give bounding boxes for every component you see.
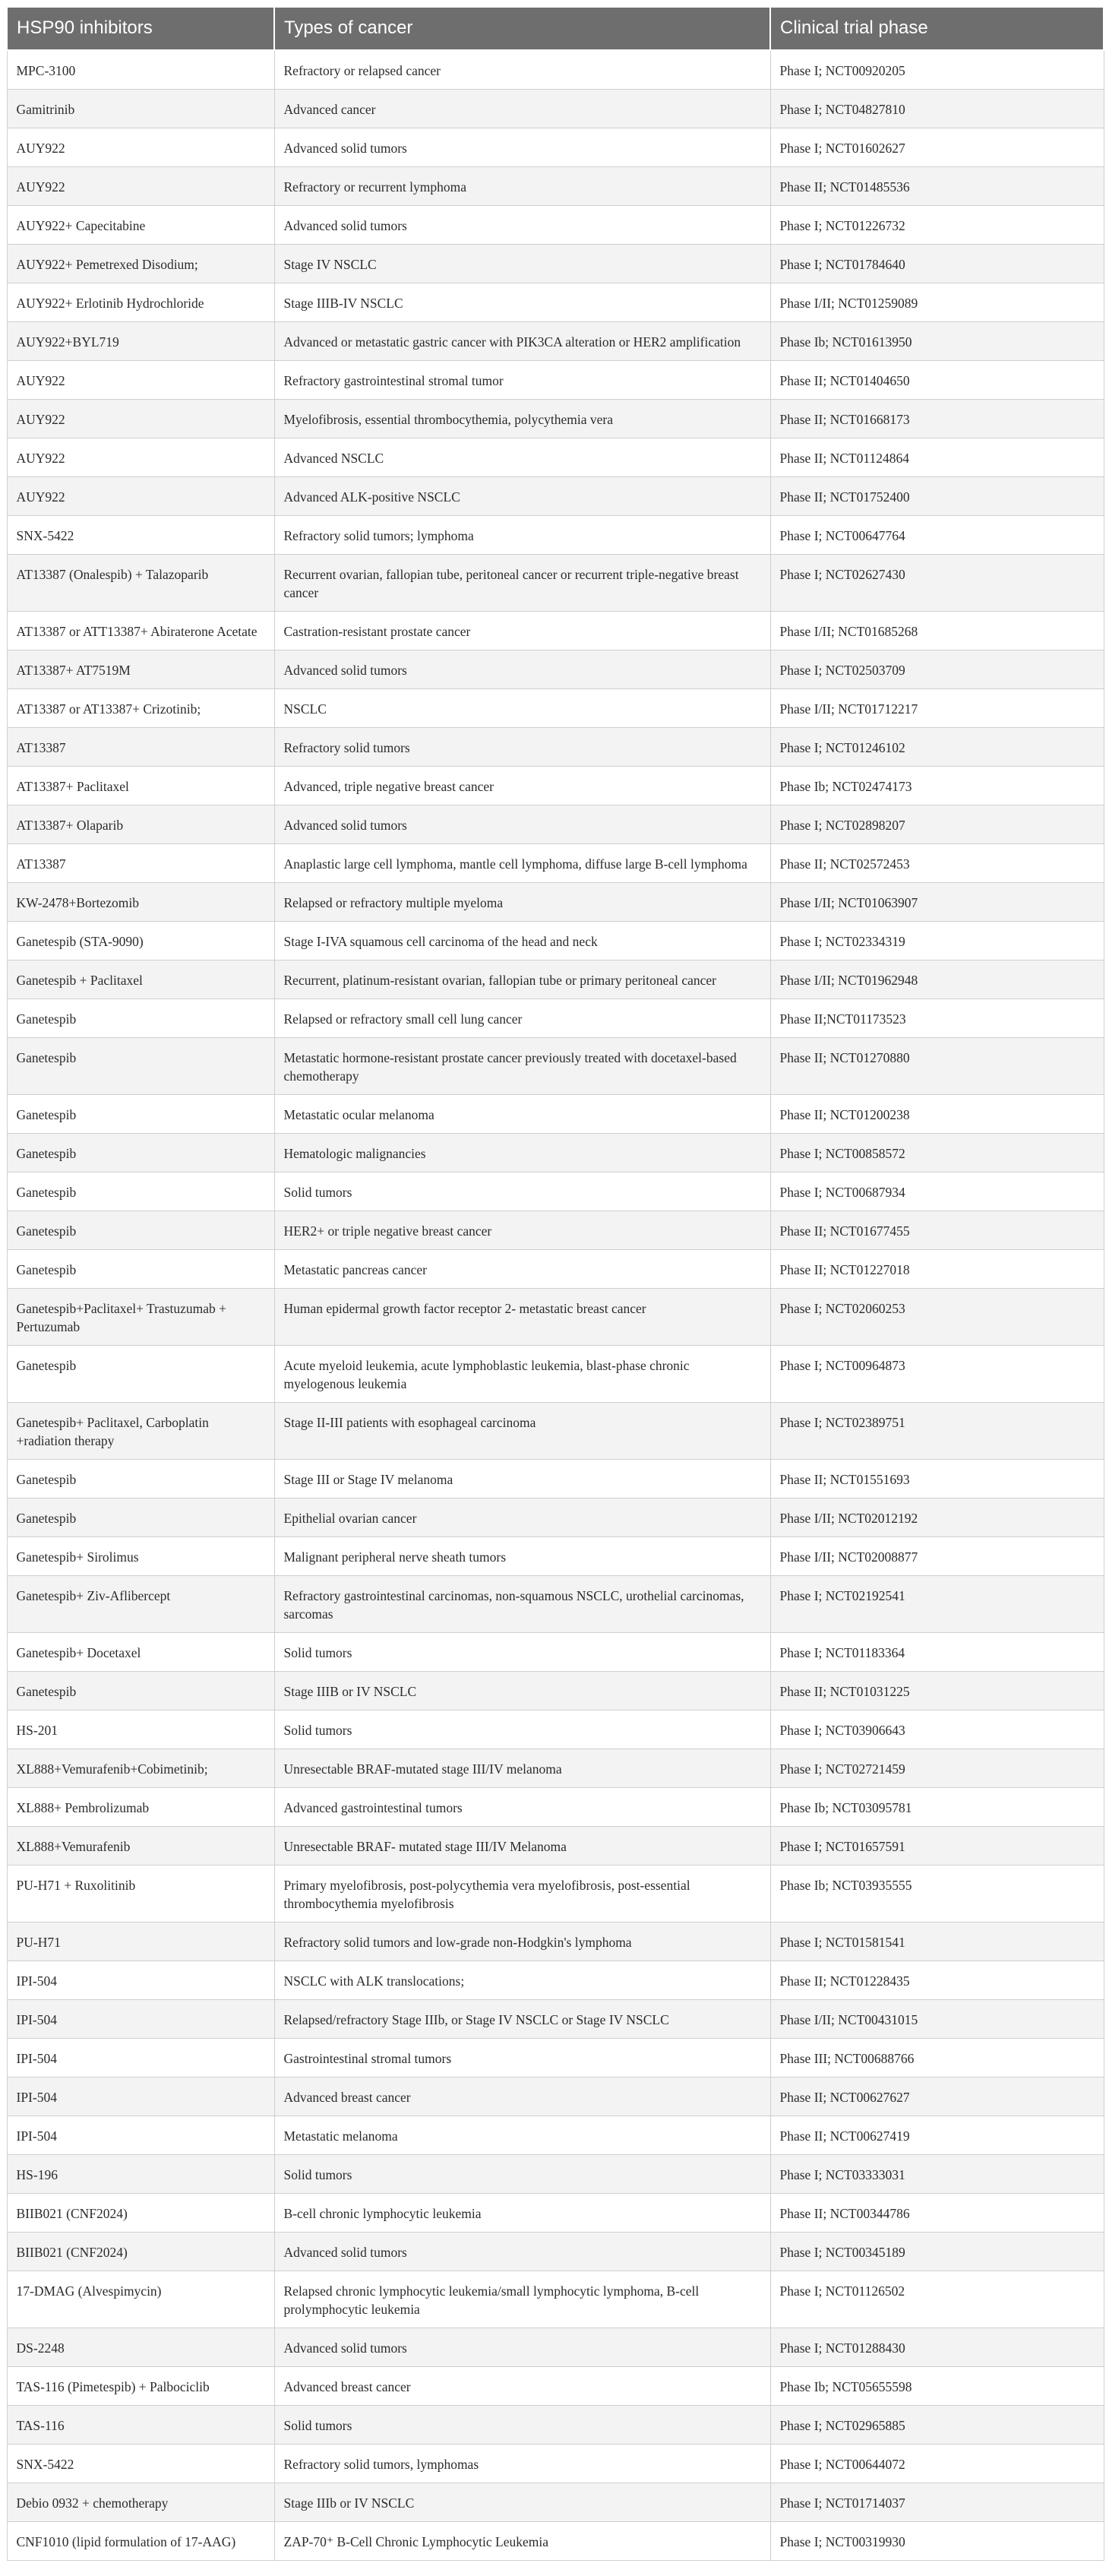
table-row <box>7 206 1104 245</box>
cell-trial-phase: Phase Ib; NCT03095781 <box>770 1788 1104 1827</box>
table-row <box>7 1672 1104 1710</box>
cell-inhibitor: AUY922 <box>7 167 274 206</box>
cell-trial-phase: Phase I; NCT01784640 <box>770 245 1104 283</box>
cell-trial-phase: Phase I; NCT01288430 <box>770 2328 1104 2367</box>
table-row <box>7 1038 1104 1095</box>
cell-cancer-type: Refractory solid tumors <box>274 728 770 767</box>
cell-inhibitor: AT13387+ AT7519M <box>7 650 274 689</box>
cell-trial-phase: Phase I; NCT02192541 <box>770 1576 1104 1633</box>
cell-cancer-type: Advanced breast cancer <box>274 2367 770 2406</box>
cell-inhibitor: Ganetespib <box>7 1460 274 1498</box>
cell-cancer-type: Gastrointestinal stromal tumors <box>274 2039 770 2078</box>
cell-trial-phase: Phase I; NCT03333031 <box>770 2155 1104 2194</box>
cell-cancer-type: B-cell chronic lymphocytic leukemia <box>274 2194 770 2233</box>
cell-cancer-type: Metastatic pancreas cancer <box>274 1250 770 1289</box>
table-row <box>7 167 1104 206</box>
table-row <box>7 2000 1104 2039</box>
cell-cancer-type: Refractory solid tumors, lymphomas <box>274 2445 770 2483</box>
table-body <box>7 50 1104 2561</box>
cell-inhibitor: AUY922+BYL719 <box>7 322 274 361</box>
cell-inhibitor: XL888+Vemurafenib+Cobimetinib; <box>7 1749 274 1788</box>
table-row <box>7 2328 1104 2367</box>
cell-cancer-type: Refractory solid tumors and low-grade non-Hodgkin's lymphoma <box>274 1923 770 1961</box>
cell-inhibitor: AUY922+ Erlotinib Hydrochloride <box>7 283 274 322</box>
cell-trial-phase: Phase I; NCT02334319 <box>770 922 1104 960</box>
cell-inhibitor: AUY922 <box>7 477 274 516</box>
cell-inhibitor: AT13387+ Paclitaxel <box>7 767 274 805</box>
cell-cancer-type: Human epidermal growth factor receptor 2- metastatic breast cancer <box>274 1289 770 1346</box>
table-row <box>7 2194 1104 2233</box>
cell-trial-phase: Phase II; NCT01677455 <box>770 1211 1104 1250</box>
table-row <box>7 1289 1104 1346</box>
table-row <box>7 689 1104 728</box>
table-row <box>7 128 1104 167</box>
table-row <box>7 245 1104 283</box>
cell-trial-phase: Phase I; NCT00687934 <box>770 1172 1104 1211</box>
cell-trial-phase: Phase I; NCT02389751 <box>770 1403 1104 1460</box>
table-row <box>7 2367 1104 2406</box>
cell-inhibitor: Ganetespib+ Ziv-Aflibercept <box>7 1576 274 1633</box>
cell-trial-phase: Phase Ib; NCT01613950 <box>770 322 1104 361</box>
cell-trial-phase: Phase II; NCT01200238 <box>770 1095 1104 1134</box>
cell-cancer-type: Advanced gastrointestinal tumors <box>274 1788 770 1827</box>
cell-trial-phase: Phase II; NCT01227018 <box>770 1250 1104 1289</box>
table-row <box>7 2039 1104 2078</box>
table-row <box>7 2116 1104 2155</box>
header-inhibitors: HSP90 inhibitors <box>7 7 274 50</box>
cell-trial-phase: Phase I; NCT01126502 <box>770 2271 1104 2328</box>
cell-trial-phase: Phase I; NCT02898207 <box>770 805 1104 844</box>
table-row <box>7 400 1104 438</box>
cell-trial-phase: Phase II; NCT02572453 <box>770 844 1104 883</box>
cell-inhibitor: IPI-504 <box>7 2078 274 2116</box>
cell-trial-phase: Phase I; NCT00345189 <box>770 2233 1104 2271</box>
table-row <box>7 90 1104 128</box>
cell-cancer-type: Refractory solid tumors; lymphoma <box>274 516 770 555</box>
cell-inhibitor: AUY922 <box>7 128 274 167</box>
table-row <box>7 1710 1104 1749</box>
table-row <box>7 1923 1104 1961</box>
cell-cancer-type: Refractory gastrointestinal stromal tumor <box>274 361 770 400</box>
cell-cancer-type: Relapsed or refractory multiple myeloma <box>274 883 770 922</box>
table-row <box>7 883 1104 922</box>
table-row <box>7 361 1104 400</box>
table-row <box>7 1211 1104 1250</box>
table-row <box>7 50 1104 90</box>
cell-trial-phase: Phase III; NCT00688766 <box>770 2039 1104 2078</box>
cell-inhibitor: XL888+ Pembrolizumab <box>7 1788 274 1827</box>
table-row <box>7 844 1104 883</box>
cell-trial-phase: Phase I; NCT00644072 <box>770 2445 1104 2483</box>
cell-cancer-type: NSCLC <box>274 689 770 728</box>
cell-trial-phase: Phase I; NCT00319930 <box>770 2522 1104 2561</box>
cell-trial-phase: Phase I; NCT01226732 <box>770 206 1104 245</box>
cell-inhibitor: AT13387 (Onalespib) + Talazoparib <box>7 555 274 612</box>
cell-cancer-type: Advanced, triple negative breast cancer <box>274 767 770 805</box>
table-row <box>7 555 1104 612</box>
cell-cancer-type: Solid tumors <box>274 1710 770 1749</box>
cell-trial-phase: Phase I; NCT02503709 <box>770 650 1104 689</box>
cell-trial-phase: Phase II; NCT01404650 <box>770 361 1104 400</box>
table-row <box>7 2445 1104 2483</box>
cell-trial-phase: Phase I; NCT00964873 <box>770 1346 1104 1403</box>
cell-cancer-type: Advanced breast cancer <box>274 2078 770 2116</box>
cell-trial-phase: Phase II; NCT01031225 <box>770 1672 1104 1710</box>
cell-inhibitor: IPI-504 <box>7 1961 274 2000</box>
cell-inhibitor: Ganetespib <box>7 1672 274 1710</box>
table-row <box>7 1633 1104 1672</box>
cell-inhibitor: TAS-116 <box>7 2406 274 2445</box>
cell-trial-phase: Phase I; NCT03906643 <box>770 1710 1104 1749</box>
cell-trial-phase: Phase I; NCT01657591 <box>770 1827 1104 1866</box>
cell-cancer-type: Advanced solid tumors <box>274 805 770 844</box>
cell-trial-phase: Phase Ib; NCT02474173 <box>770 767 1104 805</box>
cell-cancer-type: Solid tumors <box>274 1172 770 1211</box>
cell-cancer-type: Solid tumors <box>274 2155 770 2194</box>
cell-inhibitor: Gamitrinib <box>7 90 274 128</box>
cell-inhibitor: Ganetespib <box>7 1038 274 1095</box>
cell-inhibitor: HS-196 <box>7 2155 274 2194</box>
cell-inhibitor: PU-H71 + Ruxolitinib <box>7 1866 274 1923</box>
cell-inhibitor: DS-2248 <box>7 2328 274 2367</box>
cell-cancer-type: Epithelial ovarian cancer <box>274 1498 770 1537</box>
cell-cancer-type: Refractory gastrointestinal carcinomas, non-squamous NSCLC, urothelial carcinomas, sarcomas <box>274 1576 770 1633</box>
cell-inhibitor: AUY922 <box>7 438 274 477</box>
cell-inhibitor: KW-2478+Bortezomib <box>7 883 274 922</box>
table-row <box>7 1788 1104 1827</box>
cell-inhibitor: AUY922 <box>7 361 274 400</box>
table-row <box>7 1134 1104 1172</box>
cell-cancer-type: ZAP-70⁺ B-Cell Chronic Lymphocytic Leukemia <box>274 2522 770 2561</box>
cell-trial-phase: Phase I; NCT00858572 <box>770 1134 1104 1172</box>
table-row <box>7 322 1104 361</box>
cell-inhibitor: IPI-504 <box>7 2000 274 2039</box>
table-row <box>7 650 1104 689</box>
cell-trial-phase: Phase II; NCT00344786 <box>770 2194 1104 2233</box>
cell-cancer-type: Primary myelofibrosis, post-polycythemia vera myelofibrosis, post-essential thrombocythemia myelofibrosis <box>274 1866 770 1923</box>
cell-cancer-type: Solid tumors <box>274 1633 770 1672</box>
table-row <box>7 1537 1104 1576</box>
header-row <box>7 7 1104 50</box>
cell-cancer-type: Recurrent, platinum-resistant ovarian, fallopian tube or primary peritoneal cancer <box>274 960 770 999</box>
cell-inhibitor: BIIB021 (CNF2024) <box>7 2194 274 2233</box>
cell-cancer-type: Relapsed chronic lymphocytic leukemia/small lymphocytic lymphoma, B-cell prolymphocytic leukemia <box>274 2271 770 2328</box>
cell-cancer-type: Refractory or recurrent lymphoma <box>274 167 770 206</box>
cell-trial-phase: Phase I; NCT00920205 <box>770 50 1104 90</box>
table-row <box>7 1827 1104 1866</box>
table-row <box>7 1403 1104 1460</box>
cell-inhibitor: AT13387 <box>7 728 274 767</box>
cell-inhibitor: HS-201 <box>7 1710 274 1749</box>
cell-cancer-type: Relapsed/refractory Stage IIIb, or Stage IV NSCLC or Stage IV NSCLC <box>274 2000 770 2039</box>
table-row <box>7 612 1104 650</box>
cell-cancer-type: Castration-resistant prostate cancer <box>274 612 770 650</box>
table-row <box>7 1866 1104 1923</box>
cell-inhibitor: SNX-5422 <box>7 2445 274 2483</box>
hsp90-trials-table <box>6 6 1104 2561</box>
table-row <box>7 2155 1104 2194</box>
cell-trial-phase: Phase I; NCT02721459 <box>770 1749 1104 1788</box>
table-row <box>7 1172 1104 1211</box>
cell-cancer-type: Myelofibrosis, essential thrombocythemia, polycythemia vera <box>274 400 770 438</box>
table-row <box>7 283 1104 322</box>
cell-inhibitor: AT13387 or ATT13387+ Abiraterone Acetate <box>7 612 274 650</box>
table-row <box>7 438 1104 477</box>
cell-trial-phase: Phase II; NCT00627419 <box>770 2116 1104 2155</box>
cell-cancer-type: Stage II-III patients with esophageal carcinoma <box>274 1403 770 1460</box>
cell-cancer-type: Unresectable BRAF- mutated stage III/IV Melanoma <box>274 1827 770 1866</box>
cell-cancer-type: Relapsed or refractory small cell lung cancer <box>274 999 770 1038</box>
cell-inhibitor: TAS-116 (Pimetespib) + Palbociclib <box>7 2367 274 2406</box>
table-row <box>7 1250 1104 1289</box>
cell-trial-phase: Phase I; NCT00647764 <box>770 516 1104 555</box>
table-row <box>7 1346 1104 1403</box>
cell-trial-phase: Phase I/II; NCT02012192 <box>770 1498 1104 1537</box>
cell-trial-phase: Phase I; NCT02060253 <box>770 1289 1104 1346</box>
cell-trial-phase: Phase II; NCT01752400 <box>770 477 1104 516</box>
table-row <box>7 2483 1104 2522</box>
cell-cancer-type: Stage IIIb or IV NSCLC <box>274 2483 770 2522</box>
cell-inhibitor: CNF1010 (lipid formulation of 17-AAG) <box>7 2522 274 2561</box>
cell-inhibitor: Ganetespib <box>7 1134 274 1172</box>
cell-cancer-type: Stage IIIB or IV NSCLC <box>274 1672 770 1710</box>
cell-inhibitor: BIIB021 (CNF2024) <box>7 2233 274 2271</box>
cell-trial-phase: Phase I/II; NCT02008877 <box>770 1537 1104 1576</box>
table-row <box>7 1095 1104 1134</box>
cell-inhibitor: Ganetespib <box>7 1172 274 1211</box>
cell-cancer-type: NSCLC with ALK translocations; <box>274 1961 770 2000</box>
table-row <box>7 2233 1104 2271</box>
cell-cancer-type: Metastatic ocular melanoma <box>274 1095 770 1134</box>
cell-cancer-type: Stage IV NSCLC <box>274 245 770 283</box>
cell-trial-phase: Phase I/II; NCT00431015 <box>770 2000 1104 2039</box>
cell-inhibitor: PU-H71 <box>7 1923 274 1961</box>
cell-inhibitor: Ganetespib <box>7 1346 274 1403</box>
cell-inhibitor: AUY922 <box>7 400 274 438</box>
table-row <box>7 1498 1104 1537</box>
cell-cancer-type: Advanced solid tumors <box>274 2233 770 2271</box>
cell-inhibitor: IPI-504 <box>7 2039 274 2078</box>
cell-inhibitor: Ganetespib <box>7 999 274 1038</box>
cell-cancer-type: Anaplastic large cell lymphoma, mantle cell lymphoma, diffuse large B-cell lymphoma <box>274 844 770 883</box>
table-row <box>7 477 1104 516</box>
cell-inhibitor: Ganetespib+Paclitaxel+ Trastuzumab + Pertuzumab <box>7 1289 274 1346</box>
cell-trial-phase: Phase I/II; NCT01712217 <box>770 689 1104 728</box>
cell-trial-phase: Phase II; NCT01485536 <box>770 167 1104 206</box>
cell-inhibitor: MPC-3100 <box>7 50 274 90</box>
table-row <box>7 922 1104 960</box>
cell-trial-phase: Phase Ib; NCT03935555 <box>770 1866 1104 1923</box>
table-row <box>7 960 1104 999</box>
cell-inhibitor: Ganetespib <box>7 1250 274 1289</box>
cell-trial-phase: Phase I/II; NCT01063907 <box>770 883 1104 922</box>
table-row <box>7 1460 1104 1498</box>
cell-trial-phase: Phase I/II; NCT01259089 <box>770 283 1104 322</box>
cell-trial-phase: Phase II; NCT01551693 <box>770 1460 1104 1498</box>
cell-trial-phase: Phase I; NCT01602627 <box>770 128 1104 167</box>
table-row <box>7 767 1104 805</box>
cell-inhibitor: 17-DMAG (Alvespimycin) <box>7 2271 274 2328</box>
table-row <box>7 999 1104 1038</box>
table-header <box>7 7 1104 50</box>
table-row <box>7 728 1104 767</box>
cell-inhibitor: Ganetespib + Paclitaxel <box>7 960 274 999</box>
cell-inhibitor: AT13387 or AT13387+ Crizotinib; <box>7 689 274 728</box>
cell-cancer-type: Malignant peripheral nerve sheath tumors <box>274 1537 770 1576</box>
table-row <box>7 2271 1104 2328</box>
cell-trial-phase: Phase II; NCT01668173 <box>770 400 1104 438</box>
cell-cancer-type: Advanced or metastatic gastric cancer with PIK3CA alteration or HER2 amplification <box>274 322 770 361</box>
cell-cancer-type: Metastatic melanoma <box>274 2116 770 2155</box>
cell-inhibitor: Ganetespib <box>7 1095 274 1134</box>
cell-trial-phase: Phase II; NCT01228435 <box>770 1961 1104 2000</box>
cell-cancer-type: Recurrent ovarian, fallopian tube, peritoneal cancer or recurrent triple-negative breast cancer <box>274 555 770 612</box>
cell-trial-phase: Phase I; NCT04827810 <box>770 90 1104 128</box>
cell-trial-phase: Phase I; NCT01183364 <box>770 1633 1104 1672</box>
cell-cancer-type: Advanced solid tumors <box>274 650 770 689</box>
cell-cancer-type: Advanced cancer <box>274 90 770 128</box>
table-row <box>7 1749 1104 1788</box>
cell-trial-phase: Phase I; NCT01714037 <box>770 2483 1104 2522</box>
cell-trial-phase: Phase II;NCT01173523 <box>770 999 1104 1038</box>
cell-cancer-type: Metastatic hormone-resistant prostate cancer previously treated with docetaxel-based chemotherapy <box>274 1038 770 1095</box>
cell-trial-phase: Phase II; NCT01124864 <box>770 438 1104 477</box>
cell-inhibitor: Ganetespib <box>7 1211 274 1250</box>
cell-inhibitor: AUY922+ Pemetrexed Disodium; <box>7 245 274 283</box>
table-row <box>7 1961 1104 2000</box>
cell-trial-phase: Phase I/II; NCT01962948 <box>770 960 1104 999</box>
table-row <box>7 2522 1104 2561</box>
cell-trial-phase: Phase I; NCT01246102 <box>770 728 1104 767</box>
cell-cancer-type: Advanced solid tumors <box>274 206 770 245</box>
cell-inhibitor: Ganetespib <box>7 1498 274 1537</box>
cell-trial-phase: Phase I; NCT02965885 <box>770 2406 1104 2445</box>
cell-cancer-type: Hematologic malignancies <box>274 1134 770 1172</box>
table-row <box>7 1576 1104 1633</box>
table-row <box>7 805 1104 844</box>
cell-trial-phase: Phase II; NCT00627627 <box>770 2078 1104 2116</box>
cell-cancer-type: Refractory or relapsed cancer <box>274 50 770 90</box>
header-cancer-types: Types of cancer <box>274 7 770 50</box>
cell-cancer-type: Solid tumors <box>274 2406 770 2445</box>
cell-cancer-type: Stage III or Stage IV melanoma <box>274 1460 770 1498</box>
cell-inhibitor: Ganetespib+ Sirolimus <box>7 1537 274 1576</box>
table-row <box>7 2406 1104 2445</box>
table-row <box>7 516 1104 555</box>
cell-cancer-type: Advanced NSCLC <box>274 438 770 477</box>
cell-cancer-type: Advanced solid tumors <box>274 2328 770 2367</box>
cell-cancer-type: Acute myeloid leukemia, acute lymphoblastic leukemia, blast-phase chronic myelogenous leukemia <box>274 1346 770 1403</box>
cell-cancer-type: HER2+ or triple negative breast cancer <box>274 1211 770 1250</box>
cell-inhibitor: AT13387 <box>7 844 274 883</box>
cell-trial-phase: Phase I; NCT01581541 <box>770 1923 1104 1961</box>
cell-cancer-type: Stage I-IVA squamous cell carcinoma of the head and neck <box>274 922 770 960</box>
cell-trial-phase: Phase II; NCT01270880 <box>770 1038 1104 1095</box>
cell-inhibitor: Ganetespib (STA-9090) <box>7 922 274 960</box>
cell-inhibitor: Debio 0932 + chemotherapy <box>7 2483 274 2522</box>
cell-inhibitor: IPI-504 <box>7 2116 274 2155</box>
cell-cancer-type: Stage IIIB-IV NSCLC <box>274 283 770 322</box>
cell-trial-phase: Phase I/II; NCT01685268 <box>770 612 1104 650</box>
header-trial-phase: Clinical trial phase <box>770 7 1104 50</box>
table-row <box>7 2078 1104 2116</box>
cell-cancer-type: Advanced solid tumors <box>274 128 770 167</box>
cell-inhibitor: SNX-5422 <box>7 516 274 555</box>
cell-cancer-type: Unresectable BRAF-mutated stage III/IV melanoma <box>274 1749 770 1788</box>
cell-inhibitor: Ganetespib+ Paclitaxel, Carboplatin +radiation therapy <box>7 1403 274 1460</box>
cell-trial-phase: Phase I; NCT02627430 <box>770 555 1104 612</box>
cell-trial-phase: Phase Ib; NCT05655598 <box>770 2367 1104 2406</box>
cell-inhibitor: XL888+Vemurafenib <box>7 1827 274 1866</box>
cell-inhibitor: AT13387+ Olaparib <box>7 805 274 844</box>
cell-inhibitor: Ganetespib+ Docetaxel <box>7 1633 274 1672</box>
cell-inhibitor: AUY922+ Capecitabine <box>7 206 274 245</box>
cell-cancer-type: Advanced ALK-positive NSCLC <box>274 477 770 516</box>
